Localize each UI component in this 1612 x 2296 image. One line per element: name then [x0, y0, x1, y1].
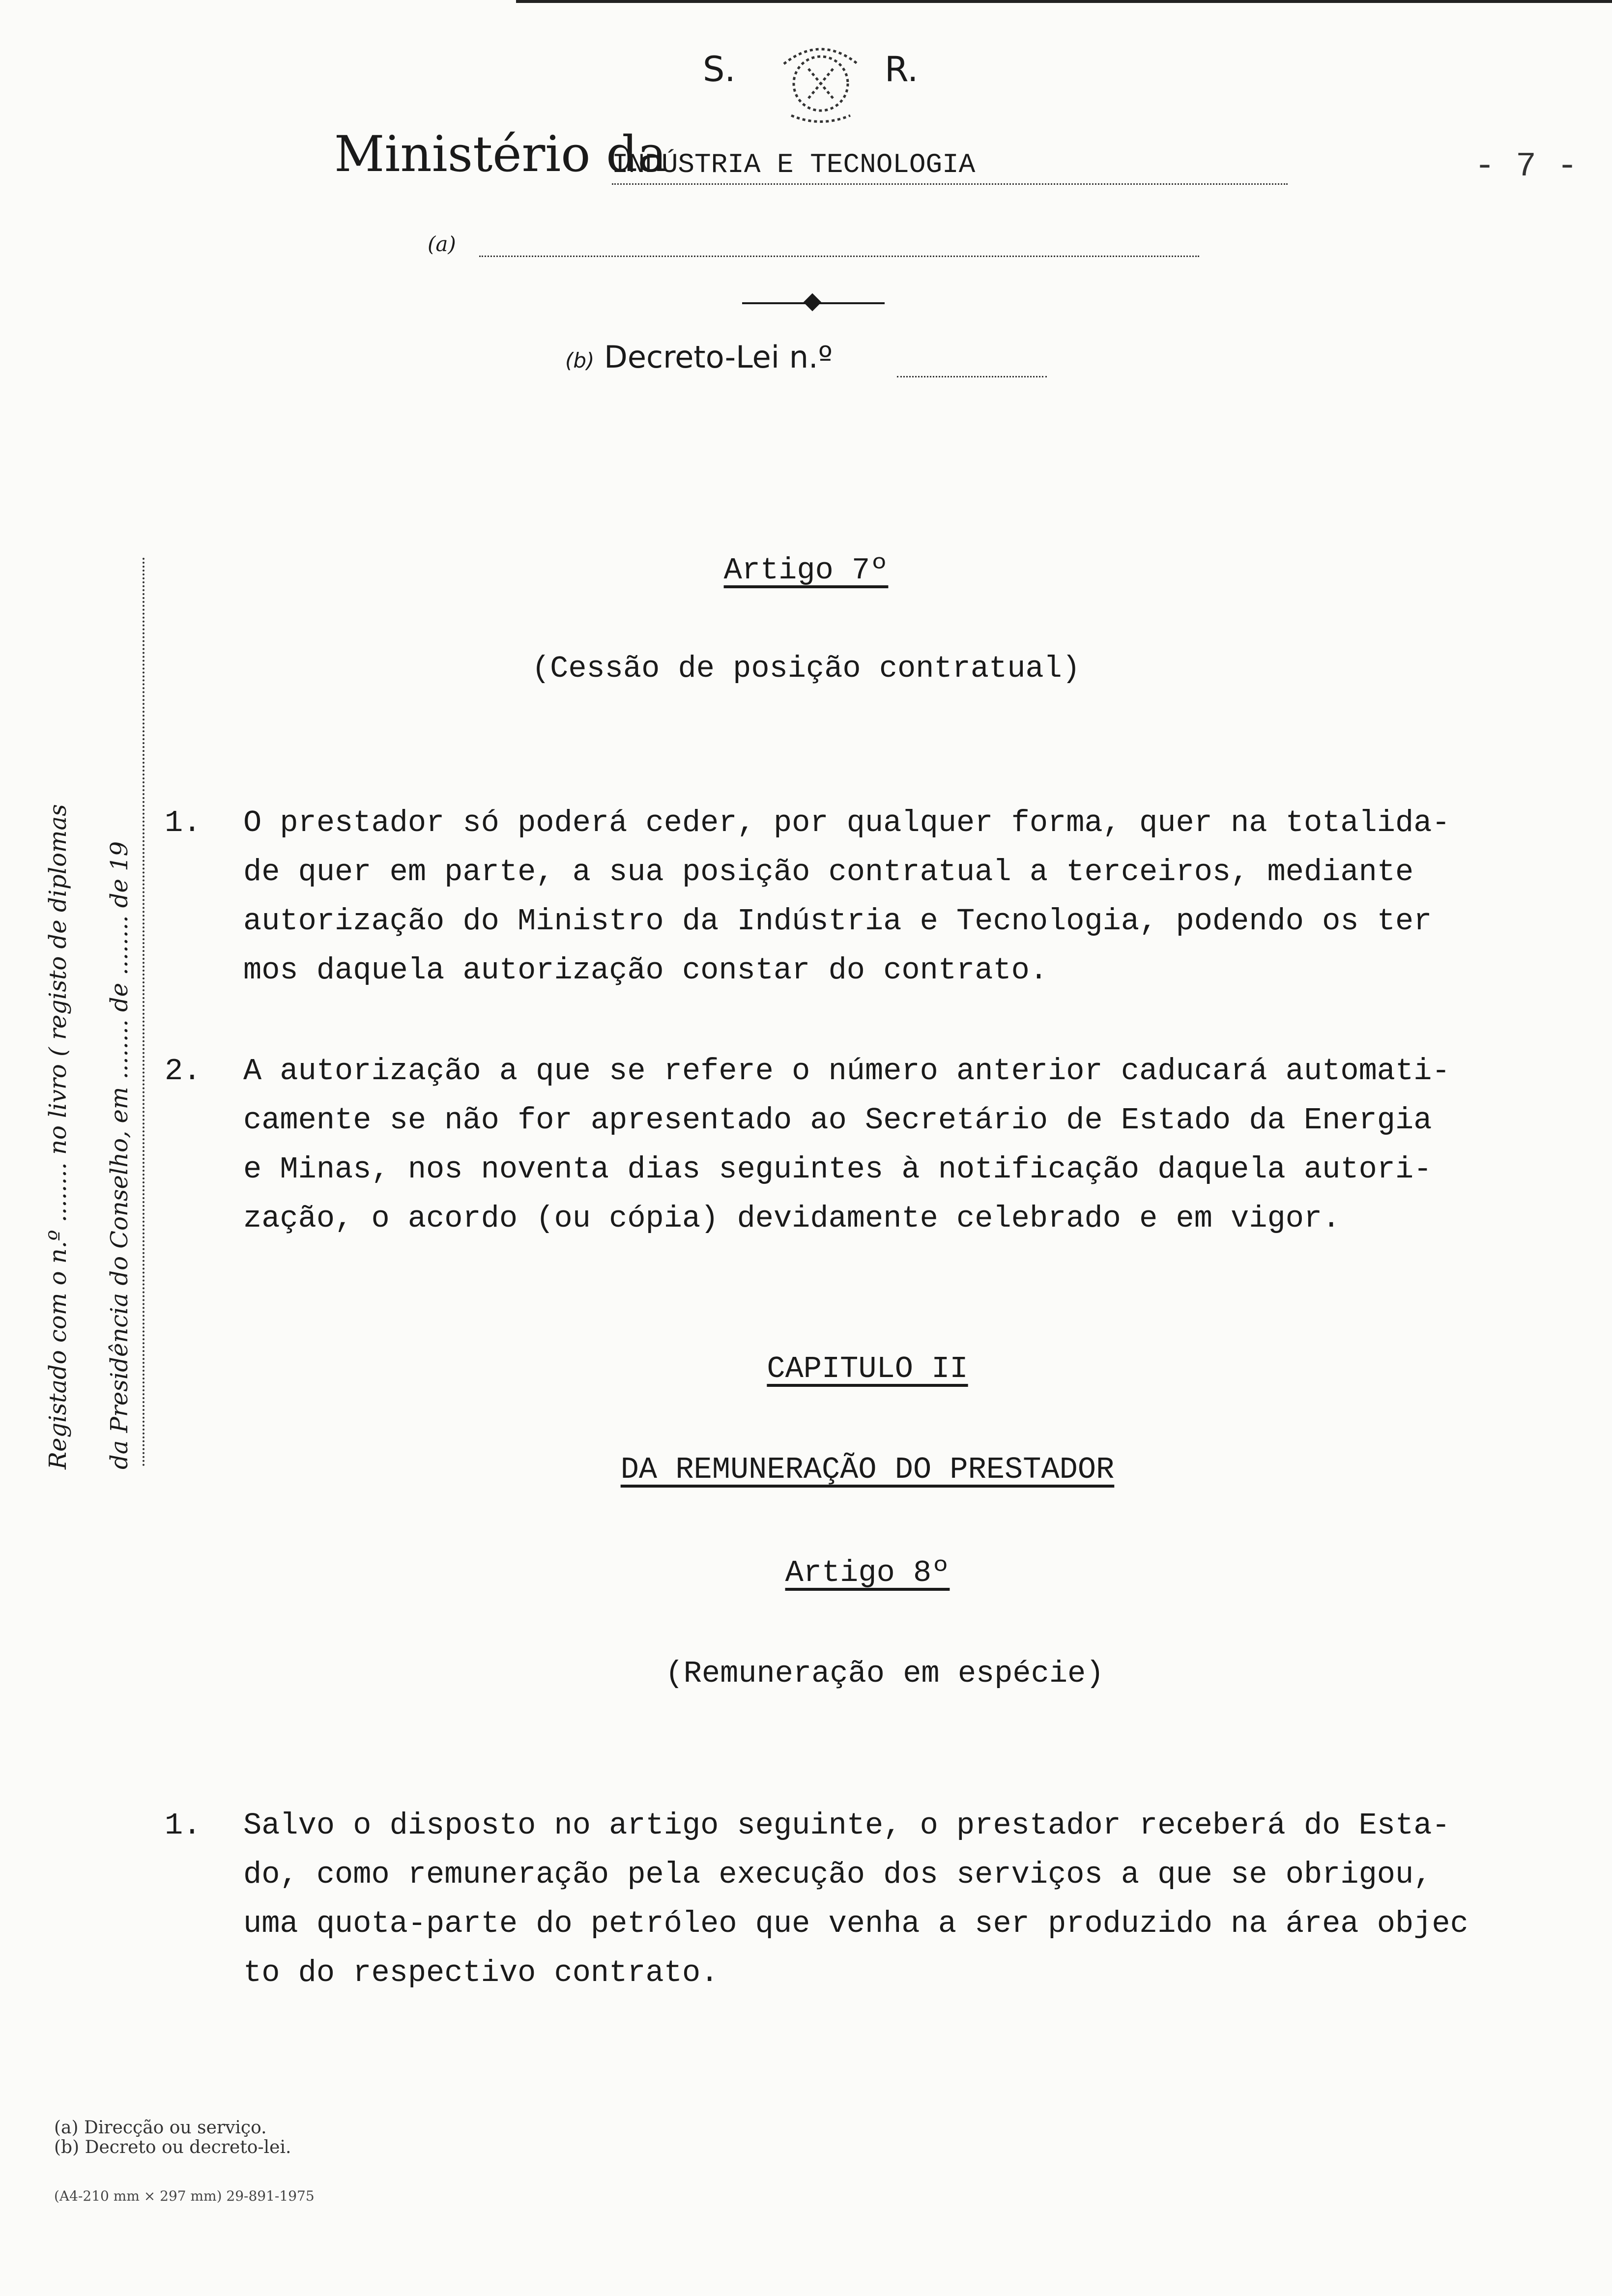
emblem-right-letter: R. [885, 49, 919, 89]
emblem-left-letter: S. [703, 49, 736, 89]
registration-sidebar-line2 [106, 560, 165, 1469]
registration-sidebar-line1 [44, 560, 103, 1469]
article-7-item-1 [165, 799, 1590, 995]
text-line: Salvo o disposto no artigo seguinte, o prestador receberá do Esta- [243, 1808, 1450, 1843]
decree-line [565, 339, 833, 375]
registration-text-1: Registado com o n.º ........ no livro ( registo de diplomas [44, 804, 72, 1469]
field-a-marker: (a) [428, 232, 456, 256]
article-7-subtitle: (Cessão de posição contratual) [531, 651, 1081, 686]
decree-marker: (b) [565, 348, 595, 373]
footnote-b: (b) Decreto ou decreto-lei. [54, 2137, 291, 2157]
chapter-subtitle-text: DA REMUNERAÇÃO DO PRESTADOR [620, 1452, 1115, 1487]
text-line: O prestador só poderá ceder, por qualquer forma, quer na totalida- [243, 805, 1450, 840]
article-8-item-1 [165, 1801, 1590, 1998]
article-8-title-text: Artigo 8º [785, 1555, 950, 1590]
text-line: mos daquela autorização constar do contrato. [243, 953, 1048, 988]
decree-label: Decreto-Lei n.º [604, 339, 833, 375]
page-number: - 7 - [1474, 147, 1578, 186]
registration-text-2: da Presidência do Conselho, em ........ de ........ de 19 [106, 841, 133, 1469]
top-rule [516, 0, 1612, 3]
item-number: 1. [165, 1808, 202, 1843]
chapter-subtitle [61, 1452, 1612, 1487]
decree-number-line [897, 376, 1047, 377]
article-7-item-2 [165, 1047, 1590, 1243]
chapter-title-text: CAPITULO II [767, 1351, 968, 1386]
ministry-prefix: Ministério da [334, 125, 667, 183]
text-line: zação, o acordo (ou cópia) devidamente celebrado e em vigor. [243, 1201, 1341, 1236]
field-a-line [479, 256, 1199, 257]
text-line: e Minas, nos noventa dias seguintes à notificação daquela autori- [243, 1152, 1432, 1187]
article-8-title [61, 1555, 1612, 1590]
registration-dotted-rule [143, 558, 144, 1467]
ministry-name: INDÚSTRIA E TECNOLOGIA [612, 149, 1288, 185]
chapter-title [61, 1351, 1612, 1386]
item-number: 2. [165, 1054, 202, 1089]
footnote-a: (a) Direcção ou serviço. [54, 2118, 267, 2138]
article-7-title [0, 553, 1612, 588]
divider-diamond-icon [804, 293, 822, 312]
footnotes [54, 2118, 291, 2157]
text-line: uma quota-parte do petróleo que venha a ser produzido na área objec [243, 1906, 1468, 1941]
text-line: autorização do Ministro da Indústria e Tecnologia, podendo os ter [243, 904, 1432, 939]
coat-of-arms-icon [764, 29, 877, 128]
text-line: to do respectivo contrato. [243, 1955, 719, 1990]
item-number: 1. [165, 805, 202, 840]
article-7-title-text: Artigo 7º [723, 553, 889, 588]
text-line: do, como remuneração pela execução dos serviços a que se obrigou, [243, 1857, 1432, 1892]
article-8-subtitle: (Remuneração em espécie) [665, 1656, 1104, 1691]
paper-format-note: (A4-210 mm × 297 mm) 29-891-1975 [54, 2188, 315, 2204]
text-line: A autorização a que se refere o número anterior caducará automati- [243, 1054, 1450, 1089]
text-line: camente se não for apresentado ao Secretário de Estado da Energia [243, 1103, 1432, 1138]
text-line: de quer em parte, a sua posição contratual a terceiros, mediante [243, 855, 1414, 890]
